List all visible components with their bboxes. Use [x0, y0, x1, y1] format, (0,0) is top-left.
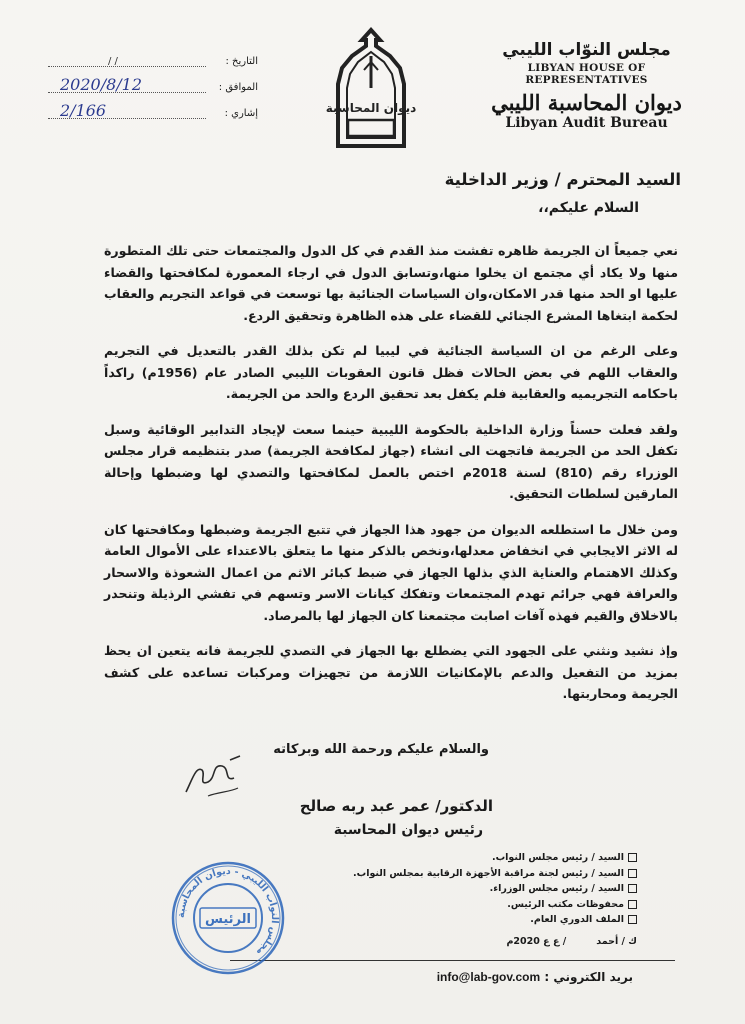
greeting: السلام عليكم،، [538, 200, 639, 216]
list-item: السيد / رئيس مجلس الوزراء. [337, 883, 637, 899]
hijri-label: الموافق : [218, 82, 258, 93]
date-value: / / [108, 56, 118, 67]
list-item: الملف الدوري العام. [337, 914, 637, 930]
official-stamp-icon [170, 860, 286, 976]
reference-block [48, 52, 258, 130]
letterhead-right [474, 40, 699, 131]
stamp-ring-text: مجلس النواب الليبي - ديوان المحاسبة [175, 865, 281, 958]
typist-initials: ك / أحمد [596, 936, 637, 947]
copies-list [337, 852, 637, 930]
stamp-center-text: الرئيس [205, 912, 251, 927]
file-year: / ع ع 2020م [506, 936, 567, 947]
paragraph: وإذ نشيد ونثني على الجهود التي يضطلع بها الجهاز في التصدي للجريمة فانه يتعين ان يحظ بمزيد من التفعيل والدعم بالإمكانيات اللازمة من تجهيزات ومركبات تساعده على كشف الجريمة ومحاربتها. [104, 643, 678, 701]
letter-body [104, 240, 678, 719]
audit-bureau-emblem-icon [318, 26, 424, 154]
footer-email [429, 970, 633, 984]
checkbox-icon [628, 853, 637, 862]
file-meta [476, 936, 637, 947]
list-item: السيد / رئيس مجلس النواب. [337, 852, 637, 868]
parliament-name-ar: مجلس النوّاب الليبي [502, 40, 671, 60]
closing-line: والسلام عليكم ورحمة الله وبركاته [273, 742, 489, 757]
emblem-text: ديوان المحاسبة [325, 101, 417, 115]
paragraph: ولقد فعلت حسناً وزارة الداخلية بالحكومة الليبية حينما سعت لإيجاد التدابير الوقائية وسبل تكفل الحد من الجريمة فاتجهت الى انشاء (جهاز لمكافحة الجريمة) صدر بتنظيمه قرار مجلس الوزراء رقم (810) لسنة 2018م اختص بالعمل لمكافحتها والتصدي لها وضبطها وإحالة المارقين لسلطات التحقيق. [104, 421, 679, 501]
bureau-name-en: Libyan Audit Bureau [505, 115, 668, 131]
list-item: محفوظات مكتب الرئيس. [337, 899, 637, 915]
paragraph: نعي جميعاً ان الجريمة ظاهره تفشت منذ القدم في كل الدول والمجتمعات حتى تلك المتطورة منها ولا يكاد أي مجتمع ان يخلوا منها،وتسابق الدول في ارجاء المعمورة لمكافحتها والقضاء عليها او الحد منها قدر الامكان،وان السياسات الجنائية بها توسعت في قواعد التجريم والعقاب لحكمة ابتغاها المشرع الجنائي للقضاء على هذه الظاهرة وتحقيق الردع. [104, 243, 678, 323]
checkbox-icon [628, 869, 637, 878]
parliament-name-en: LIBYAN HOUSE OF REPRESENTATIVES [525, 62, 648, 86]
ref-row [48, 101, 258, 130]
signer-name: الدكتور/ عمر عبد ربه صالح [299, 797, 493, 815]
ref-label: إشاري : [224, 108, 258, 119]
hijri-value: 2020/8/12 [60, 75, 143, 94]
email-label: بريد الكتروني : [544, 970, 633, 984]
bureau-name-ar: ديوان المحاسبة الليبي [491, 90, 682, 115]
date-label: التاريخ : [225, 56, 258, 67]
signer-role: رئيس ديوان المحاسبة [333, 822, 483, 838]
addressee: السيد المحترم / وزير الداخلية [444, 170, 681, 189]
list-item: السيد / رئيس لجنة مراقبة الأجهزة الرقابية بمجلس النواب. [337, 868, 637, 884]
ref-value: 2/166 [60, 101, 107, 120]
paragraph: ومن خلال ما استطلعه الديوان من جهود هذا الجهاز في تتبع الجريمة وضبطها ومكافحتها كان له الاثر الايجابي في انخفاض معدلها،ونخص بالذكر منها ما يتعلق بالاعتداء على الأموال العامة وكذلك الاهتمام والعناية الذي بذلها الجهاز في ضبط كبائر الاثم من اعمال الشعوذة والاسحار والعرافة فهي جرائم تهدم المجتمعات وتفكك كيانات الاسر وتسهم في تفشي الرذيلة وتنحدر بالاخلاق والقيم فهذه آفات اصابت مجتمعنا كان الجهاز لها بالمرصاد. [104, 521, 678, 623]
email-address: info@lab-gov.com [436, 970, 541, 984]
checkbox-icon [628, 900, 637, 909]
paragraph: وعلى الرغم من ان السياسة الجنائية في ليبيا لم تكن بذلك القدر بالتعديل في التجريم والعقاب اللهم في بعض الحالات فظل قانون العقوبات الليبي الصادر عام (1956م) راكداً باحكامه التجريميه والعقابية فلم يكفل بعد تحقيق الردع والحد من الجريمة. [104, 343, 678, 401]
checkbox-icon [628, 884, 637, 893]
footer-divider [230, 960, 675, 961]
checkbox-icon [628, 915, 637, 924]
handwritten-signature-icon [178, 752, 258, 802]
